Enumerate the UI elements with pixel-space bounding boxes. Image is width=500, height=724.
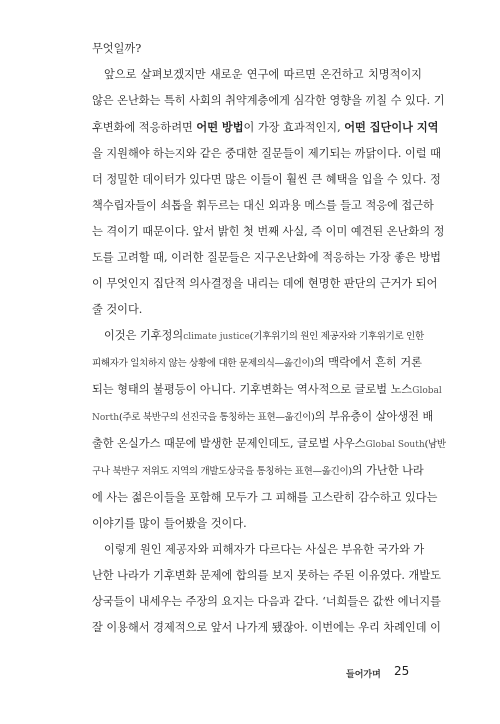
text-line xyxy=(92,595,441,609)
bold-text: 어떤 방법 xyxy=(196,120,244,134)
text-line xyxy=(92,383,442,398)
text-line xyxy=(92,251,441,265)
body-text xyxy=(92,42,446,647)
text-line xyxy=(92,464,422,479)
text-line xyxy=(92,303,422,317)
english-term: Global xyxy=(412,386,442,396)
translator-note: (남반 xyxy=(424,439,446,450)
text-line xyxy=(92,569,441,583)
text-line xyxy=(92,147,441,161)
text-run: 에 사는 젊은이들을 포함해 모두가 그 피해를 고스란히 감수하고 있다는 xyxy=(92,491,438,504)
text-run: 는 격이기 때문이다. 앞서 밝힌 첫 번째 사실, 즉 이미 예견된 온난화의 정 xyxy=(92,225,445,238)
english-term: climate justice xyxy=(183,332,250,342)
text-line xyxy=(92,277,438,291)
text-run: 도를 고려할 때, 이러한 질문들은 지구온난화에 적응하는 가장 좋은 방법 xyxy=(92,251,441,264)
english-term: Global South xyxy=(365,440,425,450)
text-line xyxy=(92,94,445,108)
text-run: 앞으로 살펴보겠지만 새로운 연구에 따르면 온건하고 치명적이지 xyxy=(104,68,422,81)
text-run: 되는 형태의 불평등이 아니다. 기후변화는 역사적으로 글로벌 노스 xyxy=(92,383,413,396)
text-run: 의 맥락에서 흔히 거론 xyxy=(313,356,422,369)
text-run: 의 부유층이 살아생전 배 xyxy=(314,410,434,423)
text-run: 출한 온실가스 때문에 발생한 문제인데도, 글로벌 사우스 xyxy=(92,437,366,450)
text-line xyxy=(92,173,441,187)
text-run: 줄 것이다. xyxy=(92,303,143,316)
translator-note: 구나 북반구 저위도 지역의 개발도상국을 통칭하는 표현—옮긴이) xyxy=(92,466,352,477)
text-run: 상국들이 내세우는 주장의 요지는 다음과 같다. ‘너희들은 값싼 에너지를 xyxy=(92,595,441,608)
text-line xyxy=(92,437,446,452)
text-line xyxy=(92,199,434,213)
text-run: 더 정밀한 데이터가 있다면 많은 이들이 훨씬 큰 혜택을 입을 수 있다. 정 xyxy=(92,173,441,186)
translator-note: 피해자가 일치하지 않는 상황에 대한 문제의식—옮긴이) xyxy=(92,358,314,369)
text-line xyxy=(92,68,422,82)
text-line xyxy=(92,120,439,135)
bold-text: 어떤 집단이나 지역 xyxy=(344,120,439,134)
text-run: 이것은 기후정의 xyxy=(104,329,184,342)
text-line xyxy=(92,543,425,557)
text-run: 무엇일까? xyxy=(92,42,142,55)
text-line xyxy=(92,491,438,505)
text-run: 책수립자들이 쇠톱을 휘두르는 대신 외과용 메스를 들고 적응에 접근하 xyxy=(92,199,434,212)
text-line xyxy=(92,42,422,56)
text-run: 난한 나라가 기후변화 문제에 합의를 보지 못하는 주된 이유였다. 개발도 xyxy=(92,569,441,582)
text-run: 이렇게 원인 제공자와 피해자가 다르다는 사실은 부유한 국가와 가 xyxy=(104,543,425,556)
text-line xyxy=(92,621,441,635)
text-line xyxy=(92,410,434,425)
text-run: 않은 온난화는 특히 사회의 취약계층에게 심각한 영향을 끼칠 수 있다. 기 xyxy=(92,94,445,107)
translator-note: (기후위기의 원인 제공자와 기후위기로 인한 xyxy=(249,331,424,342)
text-run: 의 가난한 나라 xyxy=(351,464,424,477)
english-term: North xyxy=(92,413,120,423)
text-line xyxy=(92,517,422,531)
translator-note: (주로 북반구의 선진국을 통칭하는 표현—옮긴이) xyxy=(119,412,315,423)
text-run: 이야기를 많이 들어봤을 것이다. xyxy=(92,517,247,530)
text-line xyxy=(92,329,422,344)
text-run: 잘 이용해서 경제적으로 앞서 나가게 됐잖아. 이번에는 우리 차례인데 이 xyxy=(92,621,441,634)
text-run: 후변화에 적응하려면 xyxy=(92,121,197,134)
running-head: 들어가며 xyxy=(346,670,381,680)
text-run: 이 무엇인지 집단적 의사결정을 내리는 데에 현명한 판단의 근거가 되어 xyxy=(92,277,438,290)
text-run: 이 가장 효과적인지, xyxy=(243,121,345,134)
text-line xyxy=(92,356,422,371)
page-number: 25 xyxy=(394,664,410,678)
page-footer xyxy=(0,664,500,684)
text-run: 을 지원해야 하는지와 같은 중대한 질문들이 제기되는 까닭이다. 이럴 때 xyxy=(92,147,441,160)
text-line xyxy=(92,225,445,239)
